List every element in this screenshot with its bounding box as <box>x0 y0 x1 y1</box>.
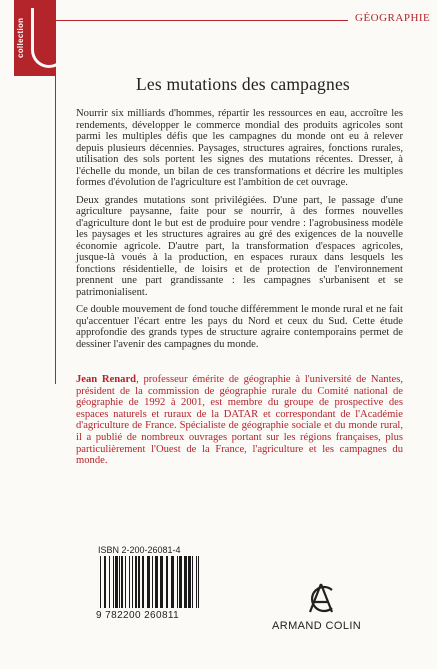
barcode-bar <box>196 556 197 608</box>
author-bio <box>76 374 403 467</box>
margin-rule <box>55 74 56 384</box>
series-u-letter <box>31 8 67 68</box>
barcode-bar <box>132 556 133 608</box>
barcode-bar <box>115 556 118 608</box>
barcode <box>98 556 230 608</box>
blurb-paragraph: Nourrir six milliards d'hommes, répartir les ressources en eau, accroître les rendements, développer le commerce mondial des produits agricoles sont parmi les multiples défis que les campagnes du monde ont eu à relever depuis plusieurs décennies. Paysages, structures agraires, fonctions rurales, utilisation des sols portent les signes des mutations récentes. Dresser, à l'échelle du monde, un bilan de ces transformations et décrire les multiples formes d'évolution de l'agriculture est l'ambition de cet ouvrage. <box>76 108 403 188</box>
barcode-bar <box>119 556 120 608</box>
publisher-name: ARMAND COLIN <box>272 620 362 632</box>
barcode-bar <box>152 556 153 608</box>
barcode-bar <box>104 556 106 608</box>
blurb-paragraph: Ce double mouvement de fond touche différemment le monde rural et ne fait qu'accentuer l'écart entre les pays du Nord et ceux du Sud. Cette étude approfondie des grands types de structure agraire contemporains permet de dessiner l'avenir des campagnes du monde. <box>76 304 403 350</box>
book-title: Les mutations des campagnes <box>136 74 350 94</box>
header-rule <box>56 20 348 21</box>
barcode-bar <box>179 556 182 608</box>
barcode-bar <box>171 556 174 608</box>
barcode-bar <box>135 556 137 608</box>
author-bio-text: , professeur émérite de géographie à l'université de Nantes, président de la commission de géographie rurale du Comité national de géographie de 1992 à 2001, est membre du groupe de prospective des espaces naturels et ruraux de la DATAR et correspondant de l'Académie d'agriculture de France. Spécialiste de géographie sociale et du monde rural, il a publié de nombreux ouvrages portant sur les régions françaises, plus particulièrement l'Ouest de la France, l'agriculture et les campagnes du monde. <box>76 374 403 467</box>
barcode-bar <box>138 556 140 608</box>
barcode-bar <box>121 556 123 608</box>
barcode-bar <box>166 556 168 608</box>
isbn: ISBN 2-200-26081-4 <box>98 545 181 555</box>
discipline-label: GÉOGRAPHIE <box>355 12 431 24</box>
barcode-bar <box>198 556 199 608</box>
barcode-bar <box>142 556 144 608</box>
author-name: Jean Renard <box>76 374 137 385</box>
barcode-number: 9 782200 260811 <box>96 610 180 621</box>
barcode-bar <box>160 556 163 608</box>
publisher-logo-icon <box>303 580 339 616</box>
barcode-bar <box>177 556 178 608</box>
barcode-bar <box>192 556 193 608</box>
barcode-bar <box>188 556 191 608</box>
barcode-bar <box>129 556 130 608</box>
barcode-bar <box>147 556 150 608</box>
barcode-bar <box>184 556 187 608</box>
blurb-paragraph: Deux grandes mutations sont privilégiées. D'une part, le passage d'une agriculture paysanne, faite pour se nourrir, à des formes nouvelles d'agriculture dont le but est de produire pour vendre : l'agrobusiness modèle les paysages et les structures agraires au gré des exigences de la nouvelle économie agricole. D'autre part, la transformation d'espaces agricoles, jusque-là voués à la production, en espaces ruraux dans lesquels les fonctions résidentielle, de loisirs et de protection de l'environnement prennent une part grandissante : les campagnes s'urbanisent et se patrimonialisent. <box>76 194 403 298</box>
barcode-bar <box>155 556 158 608</box>
blurb <box>76 108 403 356</box>
barcode-bar <box>125 556 126 608</box>
barcode-bar <box>100 556 101 608</box>
collection-label: collection <box>16 17 25 58</box>
barcode-bar <box>113 556 114 608</box>
barcode-bar <box>109 556 110 608</box>
